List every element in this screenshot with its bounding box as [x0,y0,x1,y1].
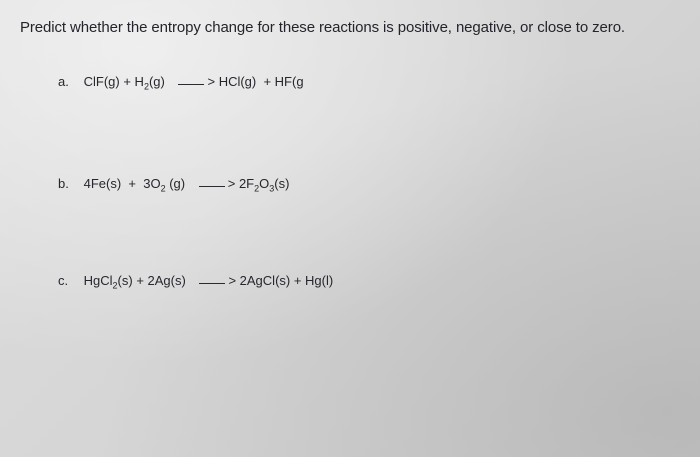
arrow-head: > [227,176,236,191]
reaction-b [58,176,290,194]
reactant-text: HgCl [83,273,113,288]
reactant-text: (s) + 2Ag(s) [117,273,186,288]
subscript: 2 [112,280,118,291]
reactant-text: (g) [148,74,165,89]
question-prompt: Predict whether the entropy change for these reactions is positive, negative, or close to zero. [20,19,626,36]
arrow-head: > [207,74,216,89]
reaction-arrow [178,74,215,89]
subscript: 2 [160,183,166,194]
arrow-head: > [228,273,237,288]
arrow-line [178,84,204,85]
reaction-label: a. [58,74,69,89]
subscript: 2 [143,81,149,92]
reaction-a [58,74,304,92]
reactant-text: (g) [165,176,186,191]
product-text: (s) [274,176,290,191]
reactant-text: 4Fe(s) + 3O [83,176,161,191]
product-text: O [259,176,270,191]
arrow-line [199,283,225,284]
product-text: 2AgCl(s) + Hg(l) [239,273,334,288]
arrow-line [199,186,225,187]
subscript: 3 [269,183,275,194]
subscript: 2 [254,183,260,194]
product-text: 2F [238,176,255,191]
reactant-text: ClF(g) + H [83,74,144,89]
reaction-arrow [199,176,236,191]
product-text: HCl(g) + HF(g [218,74,304,89]
reaction-arrow [199,273,236,288]
reaction-label: b. [58,176,69,191]
reaction-label: c. [58,273,69,288]
reaction-c [58,273,334,291]
